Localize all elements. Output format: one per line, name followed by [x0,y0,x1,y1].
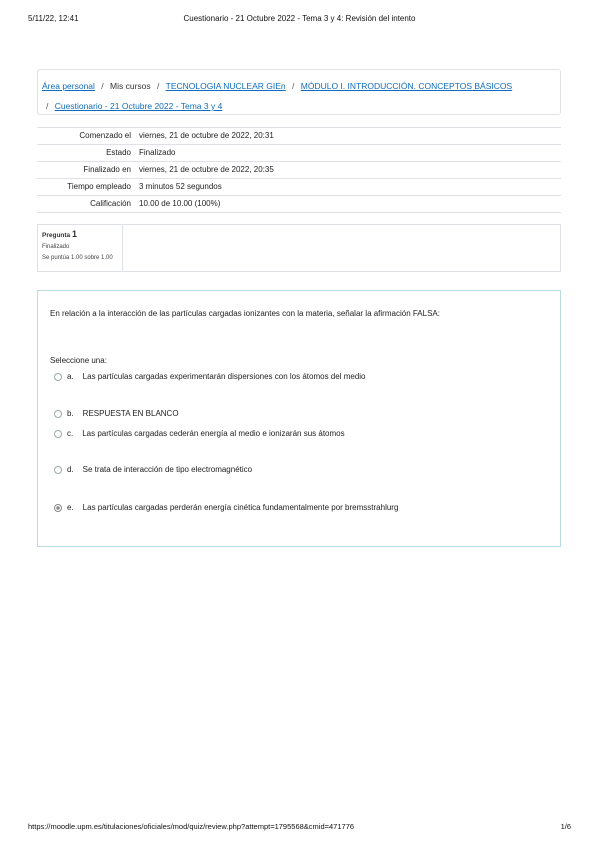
breadcrumb-separator: / [46,101,49,111]
print-url: https://moodle.upm.es/titulaciones/oficiales/mod/quiz/review.php?attempt=1795568&cmid=471776 [28,822,355,831]
summary-label: Comenzado el [37,128,135,145]
option-text: Las partículas cargadas experimentarán dispersiones con los átomos del medio [82,372,366,381]
attempt-summary-table [37,127,561,213]
option-letter: c. [67,429,74,438]
option-text: Se trata de interacción de tipo electromagnético [82,465,253,474]
breadcrumb-course[interactable]: TECNOLOGIA NUCLEAR GIEn [165,81,286,91]
breadcrumb-quiz[interactable]: Cuestionario - 21 Octubre 2022 - Tema 3 y 4 [54,101,223,111]
option-letter: d. [67,465,74,474]
option-text: Las partículas cargadas cederán energía al medio e ionizarán sus átomos [82,429,345,438]
option-letter: e. [67,503,74,512]
table-row [37,162,561,179]
answer-option-a[interactable] [54,372,366,381]
answer-option-b[interactable] [54,409,179,418]
summary-value: 10.00 de 10.00 (100%) [135,196,561,213]
question-info [37,224,123,272]
answer-prompt: Seleccione una: [50,356,107,365]
breadcrumb-area-personal[interactable]: Área personal [42,81,95,91]
radio-button[interactable] [54,466,62,474]
question-state: Finalizado [42,244,70,250]
option-text: RESPUESTA EN BLANCO [82,409,179,418]
question-text: En relación a la interacción de las partículas cargadas ionizantes con la materia, señalar la afirmación FALSA: [50,309,440,318]
summary-label: Finalizado en [37,162,135,179]
option-letter: b. [67,409,74,418]
question-label: Pregunta [42,232,71,239]
answer-option-d[interactable] [54,465,252,474]
option-text: Las partículas cargadas perderán energía cinética fundamentalmente por bremsstrahlurg [82,503,399,512]
table-row [37,196,561,213]
print-page-number: 1/6 [560,822,571,831]
question-content [37,290,561,547]
print-title: Cuestionario - 21 Octubre 2022 - Tema 3 y 4: Revisión del intento [183,14,416,23]
summary-label: Tiempo empleado [37,179,135,196]
print-header [28,14,571,26]
summary-value: viernes, 21 de octubre de 2022, 20:31 [135,128,561,145]
summary-value: 3 minutos 52 segundos [135,179,561,196]
print-datetime: 5/11/22, 12:41 [28,14,79,23]
question-grade: Se puntúa 1.00 sobre 1.00 [42,255,113,261]
table-row [37,128,561,145]
breadcrumb-mis-cursos: Mis cursos [110,81,151,91]
radio-button[interactable] [54,373,62,381]
radio-button[interactable] [54,430,62,438]
table-row [37,179,561,196]
radio-button[interactable] [54,410,62,418]
print-footer [28,822,571,834]
radio-button-selected[interactable] [54,504,62,512]
summary-label: Estado [37,145,135,162]
summary-label: Calificación [37,196,135,213]
breadcrumb-separator: / [101,81,104,91]
breadcrumb-separator: / [157,81,160,91]
summary-value: viernes, 21 de octubre de 2022, 20:35 [135,162,561,179]
answer-option-e[interactable] [54,503,398,512]
table-row [37,145,561,162]
breadcrumb-module[interactable]: MÓDULO I. INTRODUCCIÓN. CONCEPTOS BÁSICOS [300,81,513,91]
answer-option-c[interactable] [54,429,345,438]
breadcrumb [37,69,561,115]
summary-value: Finalizado [135,145,561,162]
question-number-value: 1 [71,229,77,239]
option-letter: a. [67,372,74,381]
question-number [42,229,118,239]
breadcrumb-separator: / [292,81,295,91]
